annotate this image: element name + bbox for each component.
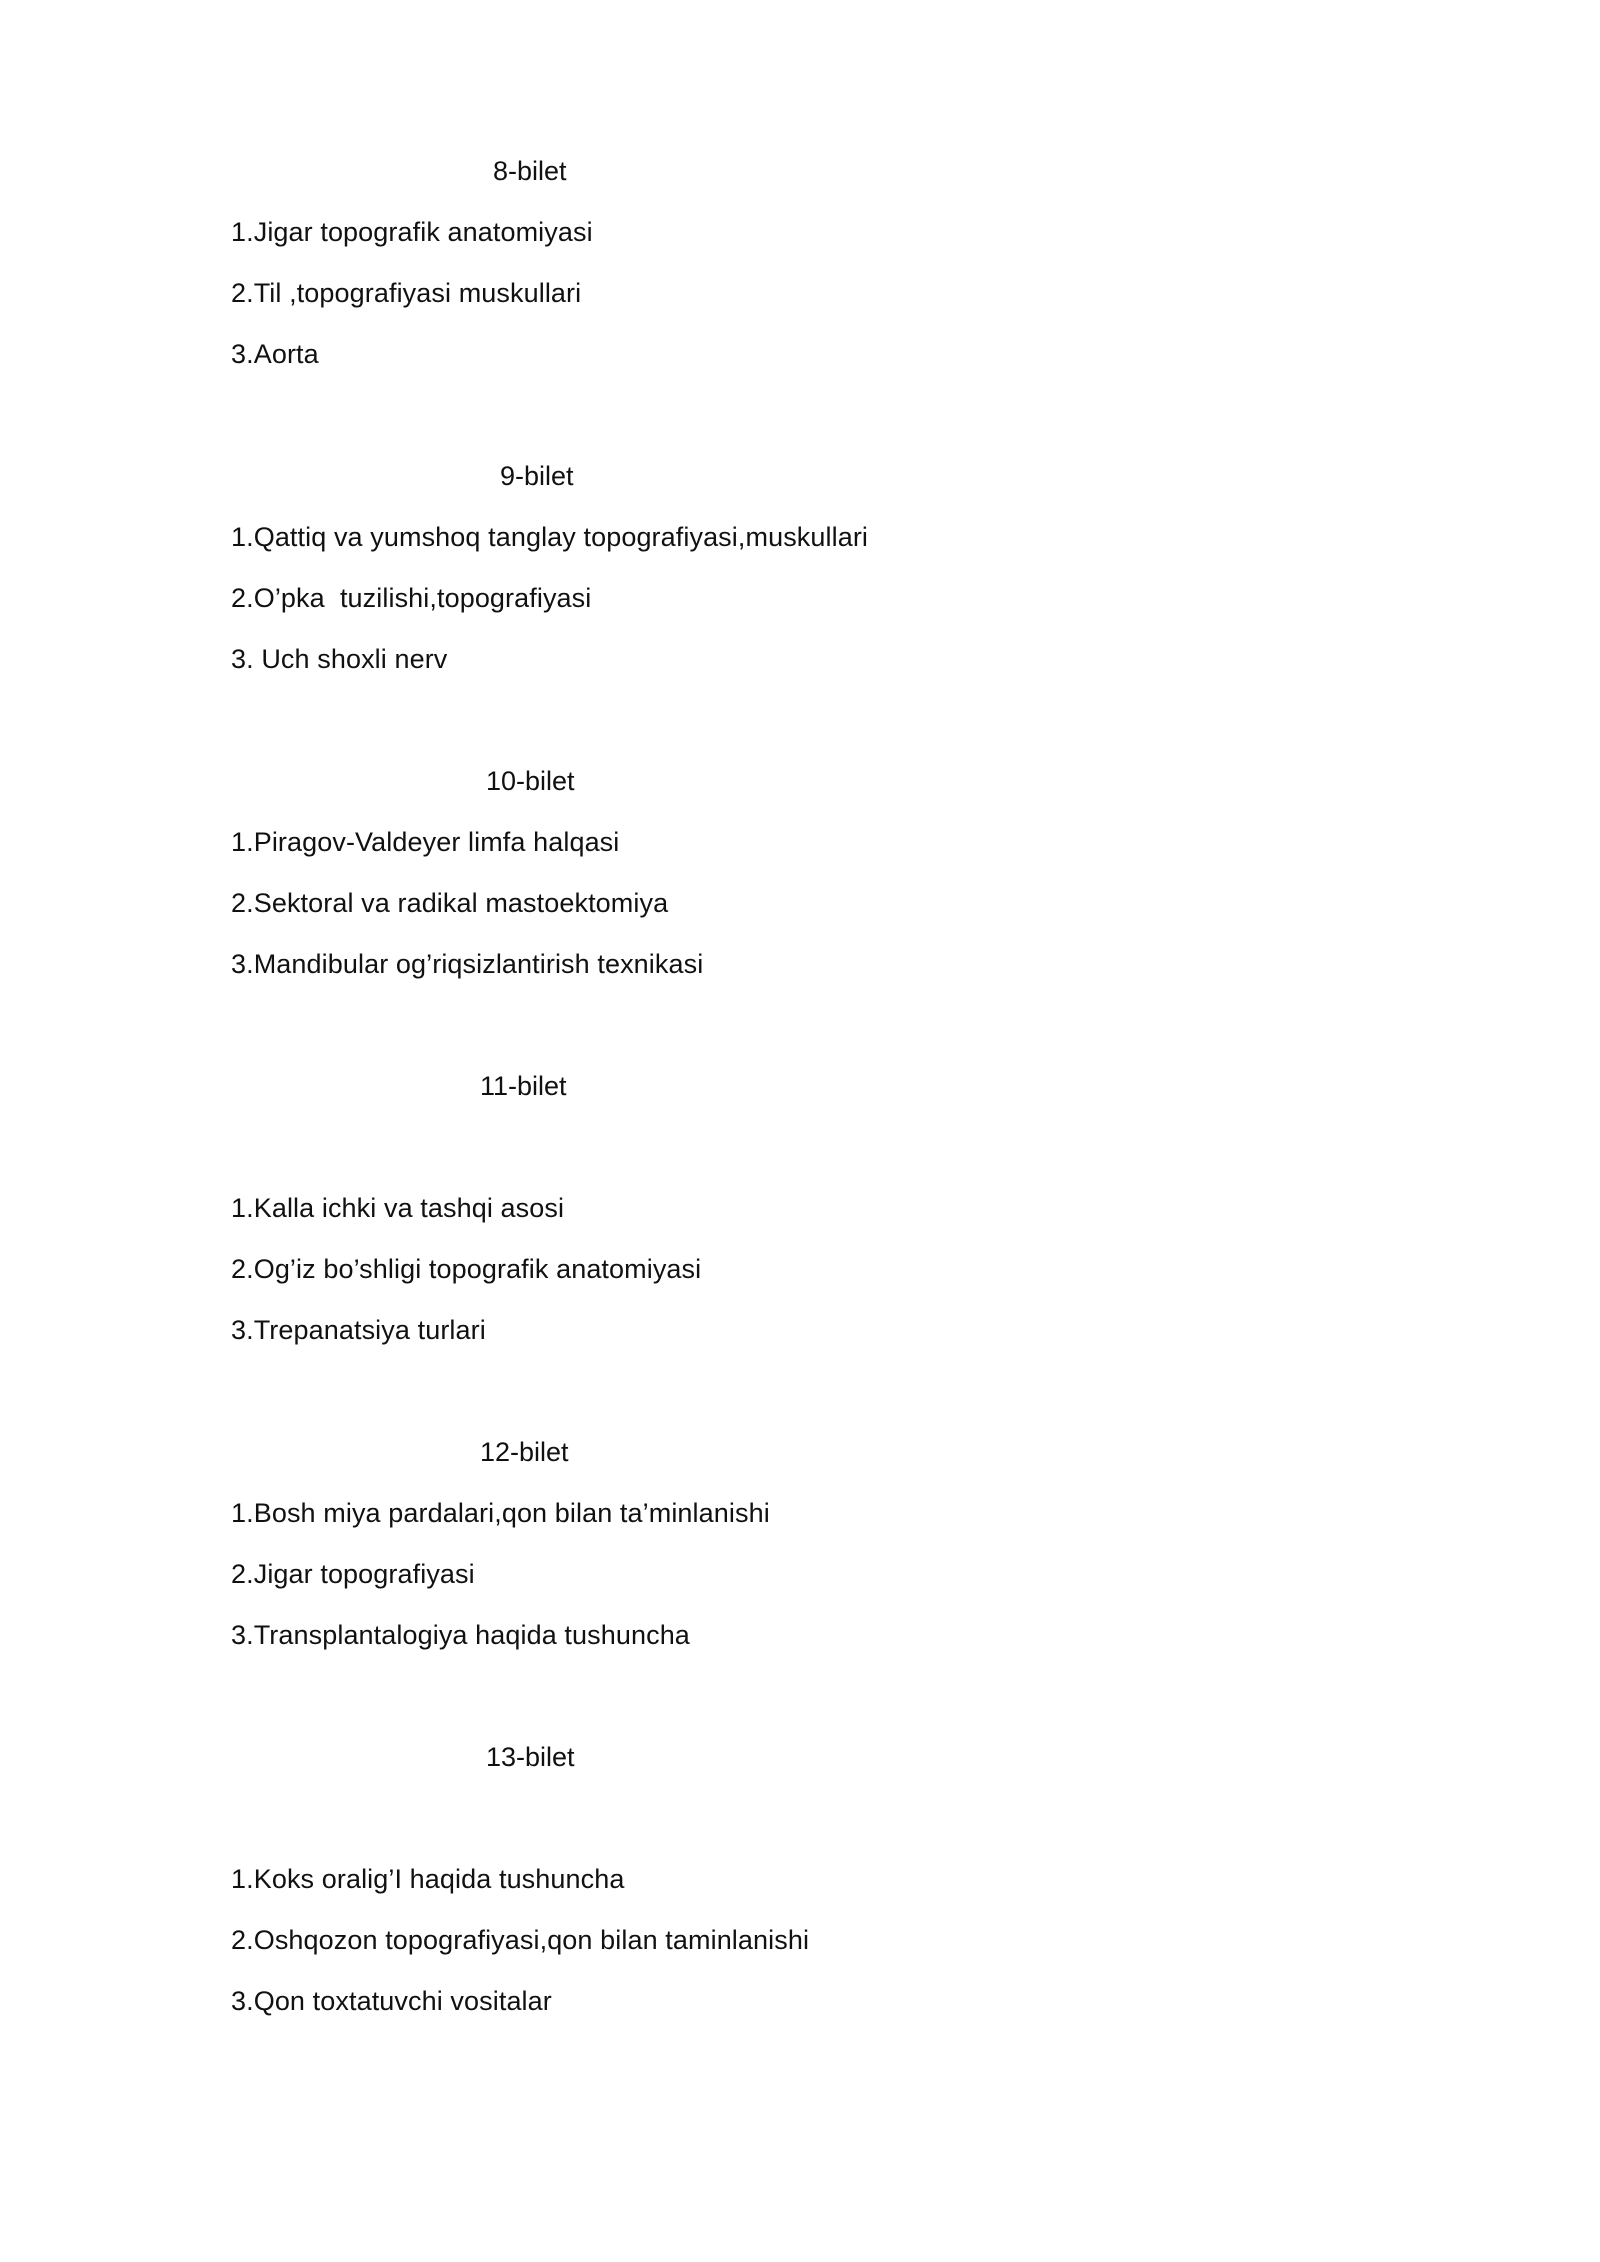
ticket-title: 11-bilet xyxy=(480,1071,567,1101)
ticket-title: 9-bilet xyxy=(500,461,574,491)
ticket-title: 13-bilet xyxy=(486,1742,575,1772)
ticket-question: 1.Koks oralig’I haqida tushuncha xyxy=(231,1864,625,1894)
ticket-title: 10-bilet xyxy=(486,766,575,796)
ticket-title: 8-bilet xyxy=(493,156,567,186)
ticket-question: 3.Trepanatsiya turlari xyxy=(231,1315,486,1345)
ticket-question: 3. Uch shoxli nerv xyxy=(231,644,448,674)
ticket-question: 3.Transplantalogiya haqida tushuncha xyxy=(231,1620,690,1650)
ticket-question: 2.Oshqozon topografiyasi,qon bilan taminlanishi xyxy=(231,1925,810,1955)
ticket-question: 1.Piragov-Valdeyer limfa halqasi xyxy=(231,827,620,857)
ticket-question: 1.Jigar topografik anatomiyasi xyxy=(231,217,593,247)
ticket-question: 2.Jigar topografiyasi xyxy=(231,1559,475,1589)
ticket-question: 2.Til ,topografiyasi muskullari xyxy=(231,278,582,308)
ticket-question: 3.Aorta xyxy=(231,339,319,369)
ticket-question: 1.Kalla ichki va tashqi asosi xyxy=(231,1193,565,1223)
ticket-question: 2.Sektoral va radikal mastoektomiya xyxy=(231,888,669,918)
ticket-question: 1.Bosh miya pardalari,qon bilan ta’minlanishi xyxy=(231,1498,770,1528)
ticket-question: 3.Mandibular og’riqsizlantirish texnikasi xyxy=(231,949,704,979)
ticket-title: 12-bilet xyxy=(480,1437,569,1467)
ticket-question: 3.Qon toxtatuvchi vositalar xyxy=(231,1986,552,2016)
ticket-question: 1.Qattiq va yumshoq tanglay topografiyasi,muskullari xyxy=(231,522,869,552)
ticket-question: 2.Og’iz bo’shligi topografik anatomiyasi xyxy=(231,1254,702,1284)
ticket-question: 2.O’pka tuzilishi,topografiyasi xyxy=(231,583,592,613)
